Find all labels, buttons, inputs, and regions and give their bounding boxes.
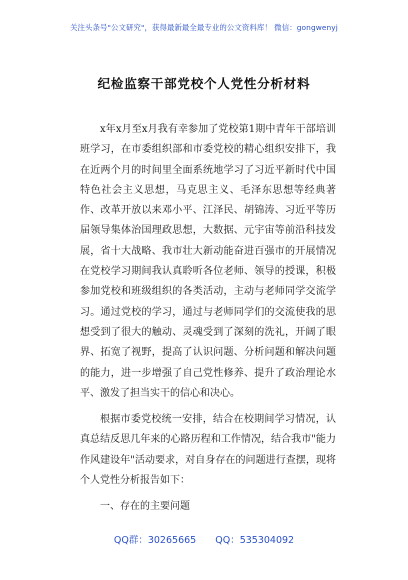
body-paragraph: x年x月至x月我有幸参加了党校第1期中青年干部培训班学习，在市委组织部和市委党校的精心组织安排下，我在近两个月的时间里全面系统地学习了习近平新时代中国特色社会主义思想，马克思主义、毛泽东思想等经典著作、改革开放以来邓小平、江泽民、胡锦涛、习近平等历届领导集体治国理政思想，大数据、元宇宙等前沿科技发展，省十大战略、我市壮大新动能奋进百强市的开展情况在党校学习期间我认真聆听各位老师、领导的授课，积极参加党校和班级组织的各类活动，主动与老师同学交流学习。通过党校的学习，通过与老师同学们的交流使我的思想受到了很大的触动、灵魂受到了深刻的洗礼，开阔了眼界、拓宽了视野，提高了认识问题、分析问题和解决问题的能力，进一步增强了自己党性修养、提升了政治理论水平、激发了担当实干的信心和决心。 — [80, 124, 336, 399]
footer-qq-group: QQ群：30265665 — [113, 535, 197, 546]
section-heading: 一、存在的主要问题 — [100, 501, 190, 513]
footer-contact — [0, 532, 408, 546]
body-paragraph: 根据市委党校统一安排，结合在校期间学习情况，认真总结反思几年来的心路历程和工作情况，结合我市"能力作风建设年"活动要求，对自身存在的问题进行查摆，现将个人党性分析报告如下： — [80, 414, 336, 487]
header-promo-note: 关注头条号"公文研究"，获得最新最全最专业的公文资料库！ 微信：gongwenyj — [70, 23, 338, 32]
document-title: 纪检监察干部党校个人党性分析材料 — [97, 76, 311, 91]
document-body — [80, 120, 336, 518]
footer-qq-number: QQ：535304092 — [215, 535, 295, 546]
